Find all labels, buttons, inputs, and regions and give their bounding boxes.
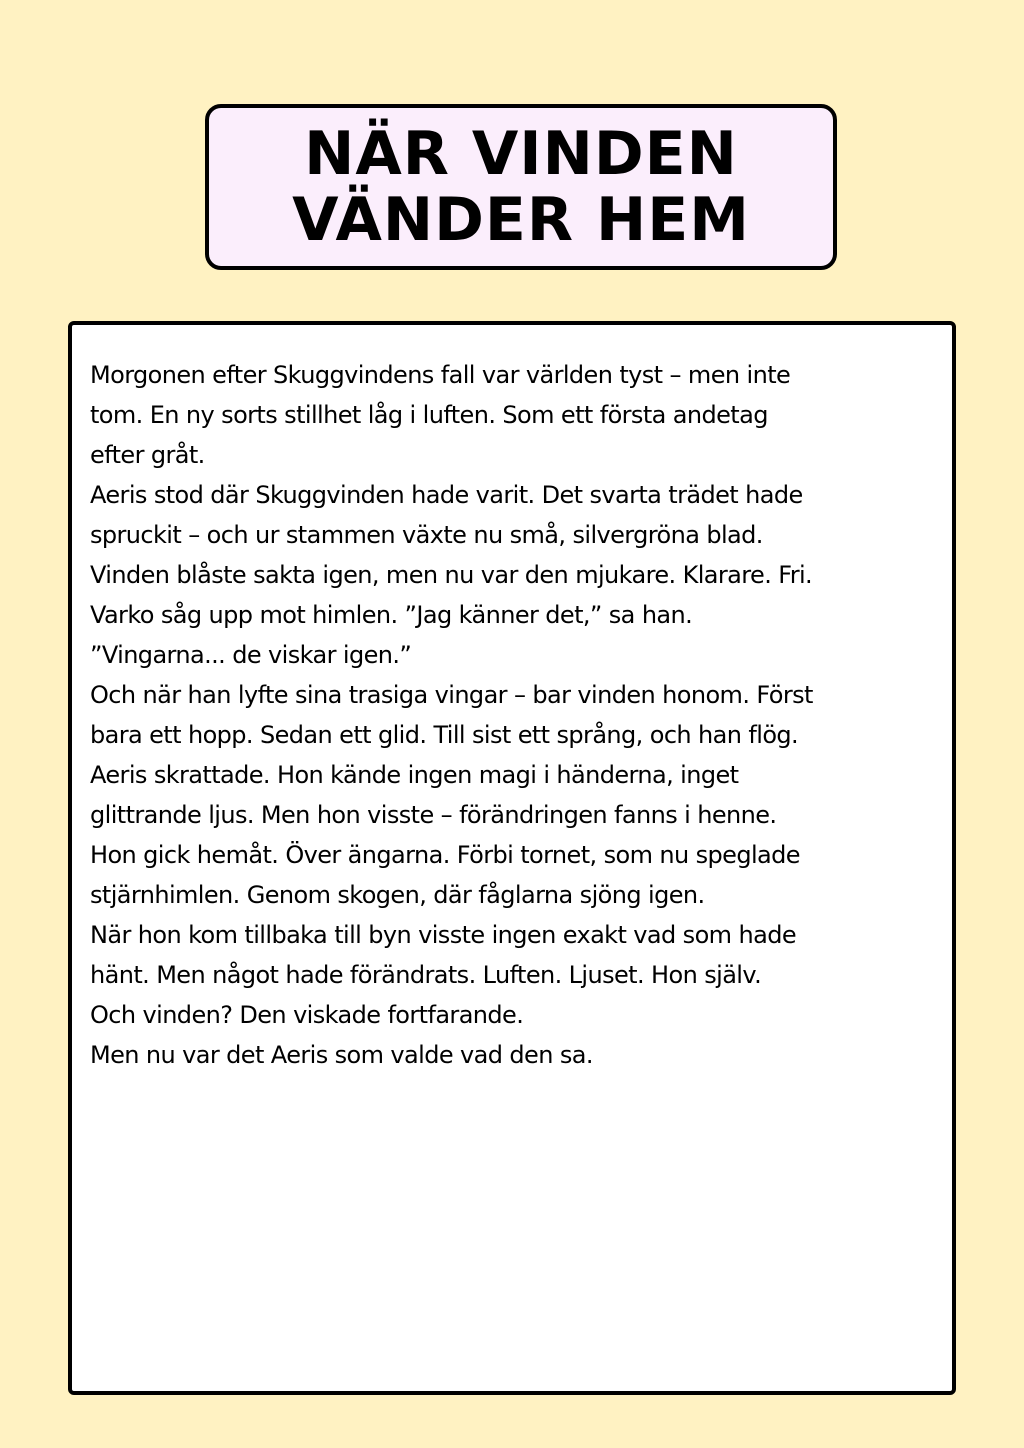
story-line: ”Vingarna... de viskar igen.” bbox=[90, 641, 412, 669]
title-line-2: VÄNDER HEM bbox=[292, 185, 750, 255]
story-line: Och vinden? Den viskade fortfarande. bbox=[90, 1001, 524, 1029]
story-line: Vinden blåste sakta igen, men nu var den mjukare. Klarare. Fri. bbox=[90, 561, 813, 589]
story-line: stjärnhimlen. Genom skogen, där fåglarna sjöng igen. bbox=[90, 881, 705, 909]
story-text-box bbox=[68, 321, 956, 1395]
story-line: Hon gick hemåt. Över ängarna. Förbi tornet, som nu speglade bbox=[90, 841, 800, 869]
story-line: spruckit – och ur stammen växte nu små, silvergröna blad. bbox=[90, 521, 763, 549]
story-line: Aeris skrattade. Hon kände ingen magi i händerna, inget bbox=[90, 761, 739, 789]
story-line: tom. En ny sorts stillhet låg i luften. Som ett första andetag bbox=[90, 401, 768, 429]
story-line: glittrande ljus. Men hon visste – förändringen fanns i henne. bbox=[90, 801, 777, 829]
title-box bbox=[205, 104, 837, 270]
title-line-1: NÄR VINDEN bbox=[304, 119, 738, 189]
story-line: efter gråt. bbox=[90, 441, 205, 469]
story-line: Men nu var det Aeris som valde vad den sa. bbox=[90, 1041, 593, 1069]
story-line: Och när han lyfte sina trasiga vingar – bar vinden honom. Först bbox=[90, 681, 813, 709]
story-line: bara ett hopp. Sedan ett glid. Till sist ett språng, och han flög. bbox=[90, 721, 799, 749]
story-line: Morgonen efter Skuggvindens fall var världen tyst – men inte bbox=[90, 361, 791, 389]
story-line: Aeris stod där Skuggvinden hade varit. Det svarta trädet hade bbox=[90, 481, 803, 509]
story-line: hänt. Men något hade förändrats. Luften. Ljuset. Hon själv. bbox=[90, 961, 762, 989]
story-line: När hon kom tillbaka till byn visste ingen exakt vad som hade bbox=[90, 921, 796, 949]
story-line: Varko såg upp mot himlen. ”Jag känner det,” sa han. bbox=[90, 601, 693, 629]
